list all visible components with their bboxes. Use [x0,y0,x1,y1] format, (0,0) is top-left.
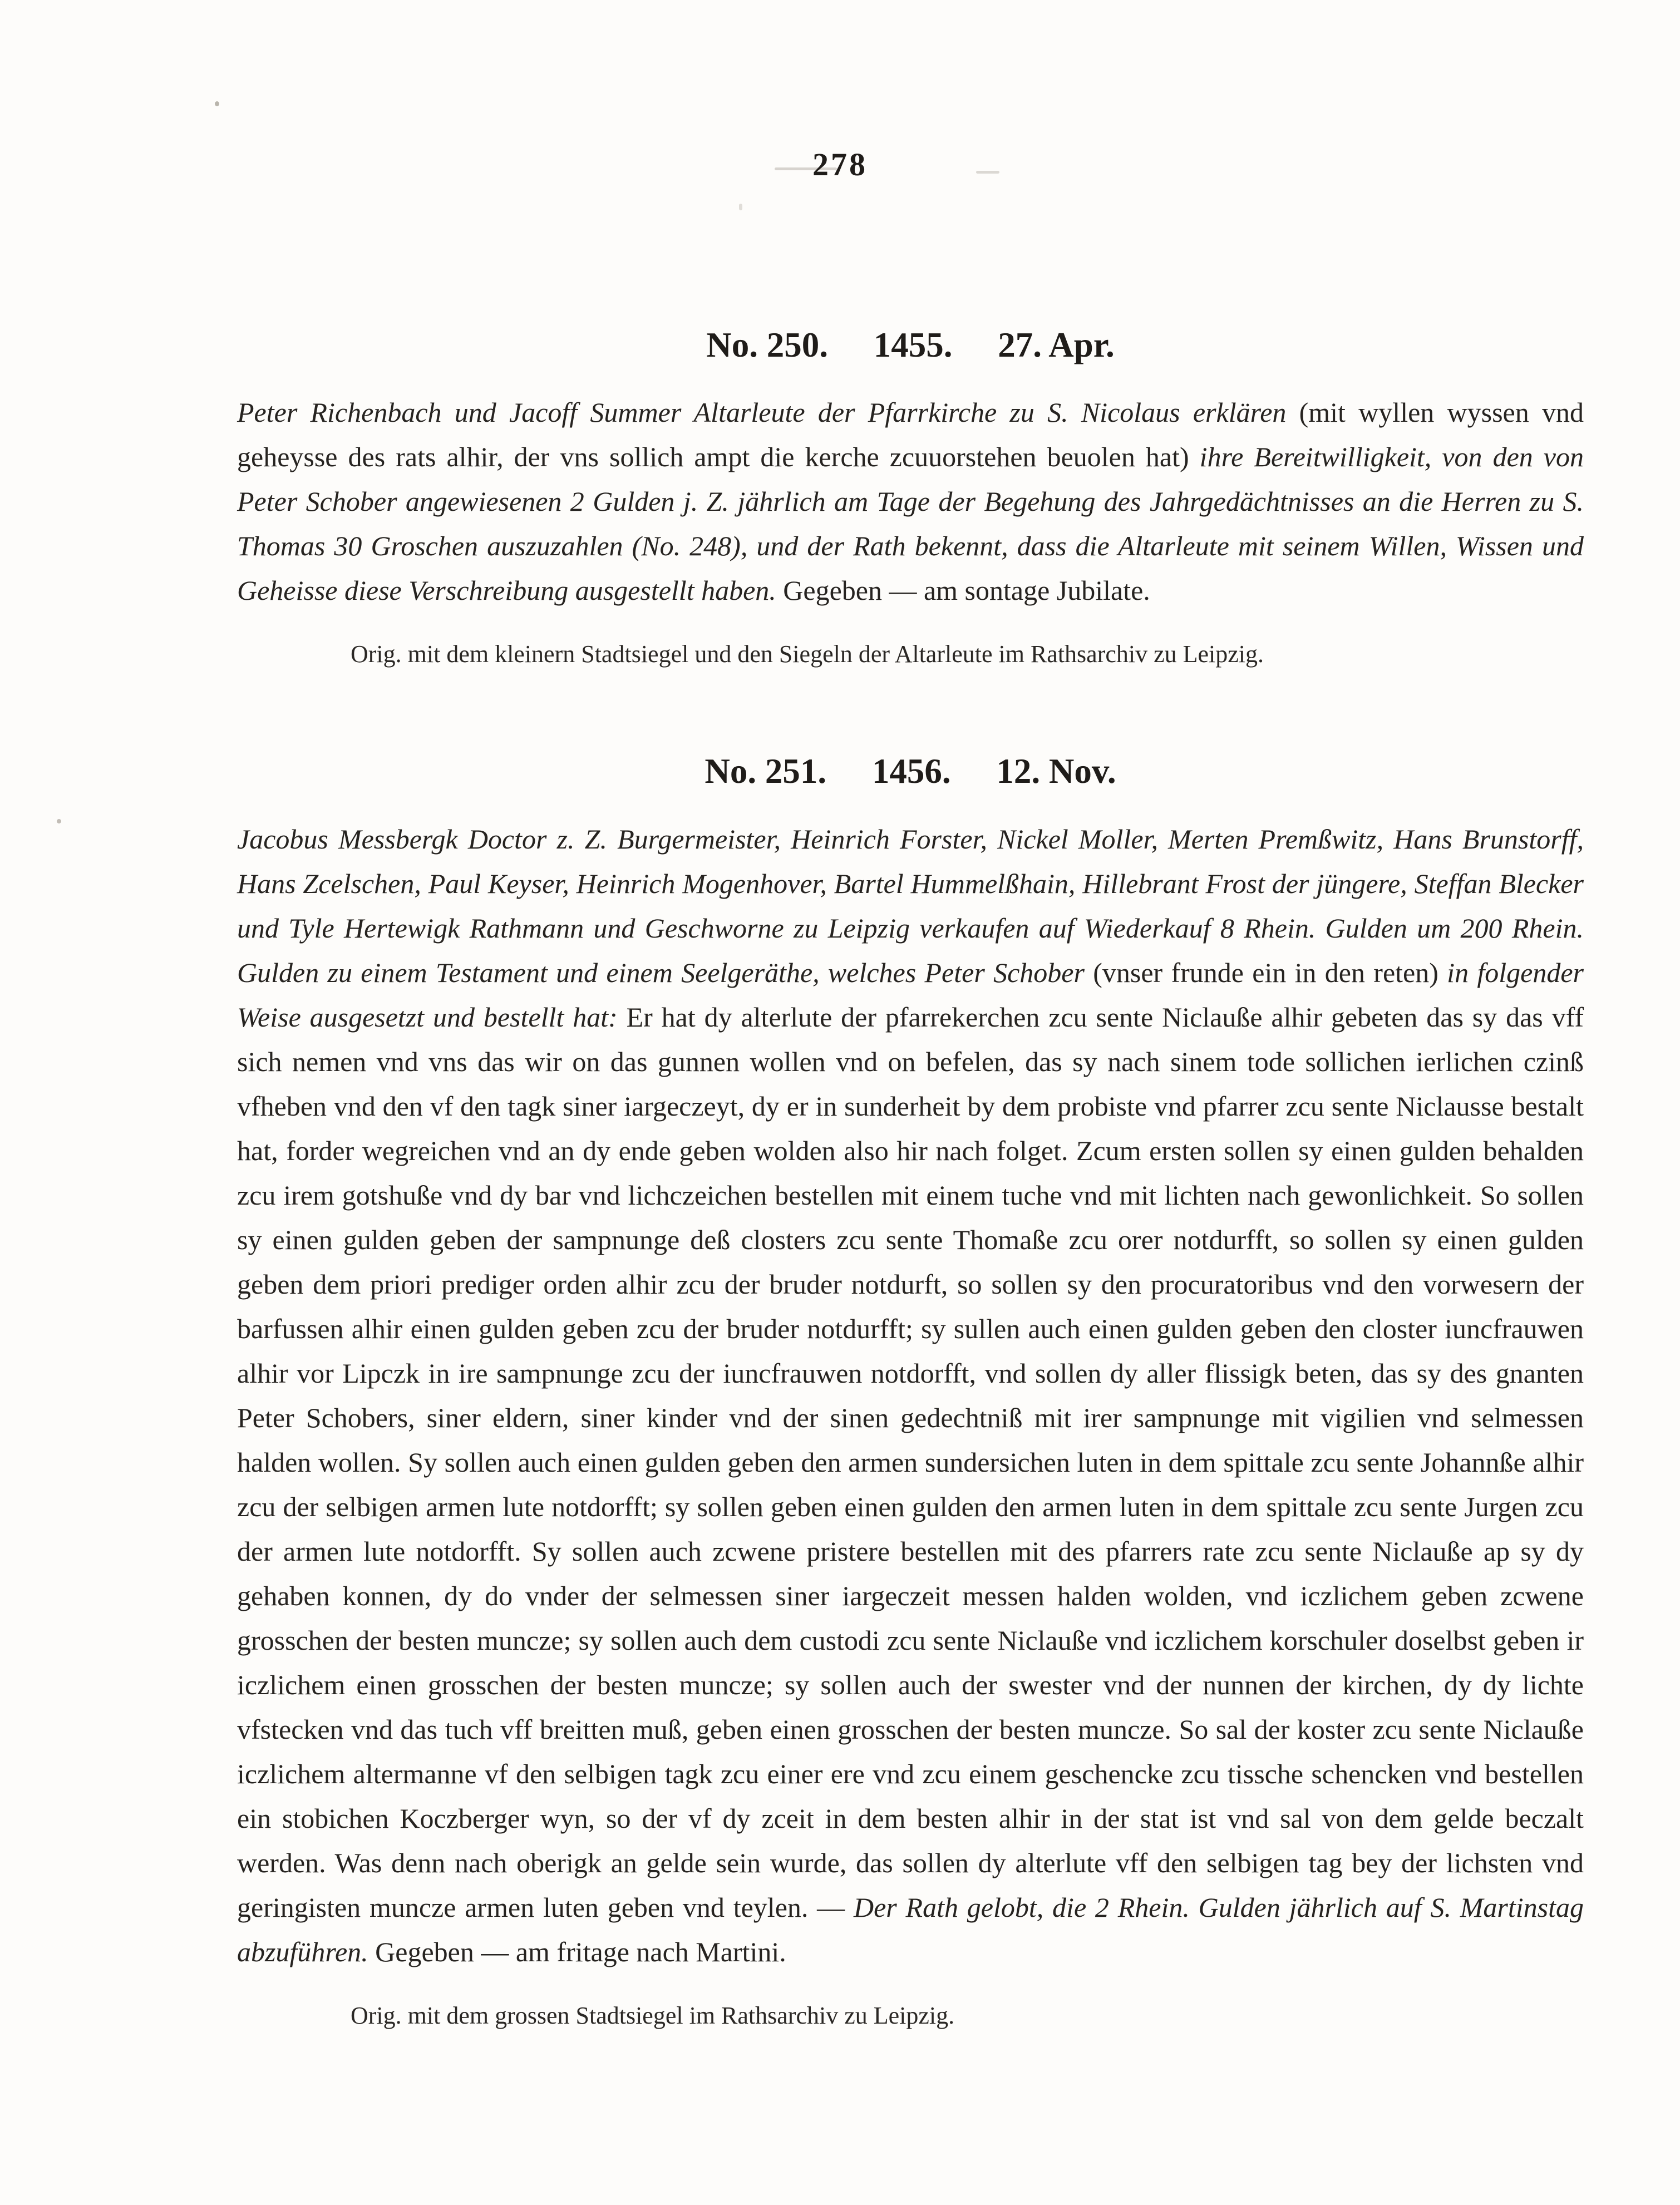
entry-body-text [237,817,1584,1974]
scan-artifact-dot [57,819,61,823]
source-note: Orig. mit dem kleinern Stadtsiegel und den Siegeln der Altarleute im Rathsarchiv zu Leipzig. [351,640,1264,668]
entry-heading [237,752,1584,791]
text-segment-italic: ihre Bereitwilligkeit, von den von Peter Schober angewiesenen 2 Gulden j. Z. jährlich am Tage der Begehung des Jahrgedächtnisses an die Herren zu S. Thomas 30 Groschen auszuzahlen (No. 248), und der Rath bekennt, dass die Altarleute mit seinem Willen, Wissen und Geheisse diese Verschreibung ausgestellt haben. [237,441,1584,606]
text-segment-italic: in folgender Weise ausgesetzt und bestellt hat: [237,956,1584,1033]
entry-number: No. 251. [704,752,827,791]
entry-date: 27. Apr. [998,325,1115,364]
text-segment-italic: Jacobus Messbergk Doctor z. Z. Burgermeister, Heinrich Forster, Nickel Moller, Merten Premßwitz, Hans Brunstorff, Hans Zcelschen, Paul Keyser, Heinrich Mogenhover, Bartel Hummelßhain, Hillebrant Frost der jüngere, Steffan Blecker und Tyle Hertewigk Rathmann und Geschworne zu Leipzig verkaufen auf Wiederkauf 8 Rhein. Gulden um 200 Rhein. Gulden zu einem Testament und einem Seelgeräthe, welches Peter Schober [237,823,1584,988]
entry-year: 1456. [871,752,951,791]
entry-no-250 [237,326,1584,670]
text-segment-roman: Er hat dy alterlute der pfarrekerchen zcu sente Niclauße alhir gebeten das sy das vff sich nemen vnd vns das wir on das gunnen wollen vnd on befelen, das sy nach sinem tode sollichen ierlichen czinß vfheben vnd den vf den tagk siner iargeczeyt, dy er in sunderheit by dem probiste vnd pfarrer zcu sente Niclausse bestalt hat, forder wegreichen vnd an dy ende geben wolden also hir nach folget. Zcum ersten sollen sy einen gulden behalden zcu irem gotshuße vnd dy bar vnd lichczeichen bestellen mit einem tuche vnd mit lichten nach gewonlichkeit. So sollen sy einen gulden geben der sampnunge deß closters zcu sente Thomaße zcu orer notdurfft, so sollen sy einen gulden geben dem priori prediger orden alhir zcu der bruder notdurft, so sollen sy den procuratoribus vnd den vorwesern der barfussen alhir einen gulden geben zcu der bruder notdurfft; sy sullen auch einen gulden geben den closter iuncfrauwen alhir vor Lipczk in ire sampnunge zcu der iuncfrauwen notdorfft, vnd sollen dy aller flissigk beten, das sy des gnanten Peter Schobers, siner eldern, siner kinder vnd der sinen gedechtniß mit irer sampnunge mit vigilien vnd selmessen halden wollen. Sy sollen auch einen gulden geben den armen sundersichen luten in dem spittale zcu sente Johannße alhir zcu der selbigen armen lute notdorfft; sy sollen geben einen gulden den armen luten in dem spittale zcu sente Jurgen zcu der armen lute notdorfft. Sy sollen auch zcwene pristere bestellen mit des pfarrers rate zcu sente Niclauße ap sy dy gehaben konnen, dy do vnder der selmessen siner iargeczeit messen halden wolden, vnd iczlichem geben zcwene grosschen der besten muncze; sy sollen auch dem custodi zcu sente Niclauße vnd iczlichem korschuler doselbst geben ir iczlichem einen grosschen der besten muncze; sy sollen auch der swester vnd der nunnen der kirchen, dy dy lichte vfstecken vnd das tuch vff breitten muß, geben einen grosschen der besten muncze. So sal der koster zcu sente Niclauße iczlichem altermanne vf den selbigen tagk zcu einer ere vnd zcu einem geschencke zcu tissche schencken vnd bestellen ein stobichen Koczberger wyn, so der vf dy zceit in dem besten alhir in der stat ist vnd sal von dem gelde beczalt werden. Was denn nach oberigk an gelde sein wurde, das sollen dy alterlute vff den selbigen tag bey der lichsten vnd geringisten muncze armen luten geben vnd teylen. — [237,1001,1584,1923]
entry-body-text [237,390,1584,613]
entry-heading [237,326,1584,364]
text-segment-roman: (vnser frunde ein in den reten) [1093,956,1447,988]
text-segment-roman: Gegeben — am sontage Jubilate. [783,575,1150,606]
text-segment-italic: Der Rath gelobt, die 2 Rhein. Gulden jährlich auf S. Martinstag abzuführen. [237,1891,1584,1967]
text-segment-roman: (mit wyllen wyssen vnd geheysse des rats alhir, der vns sollich ampt die kerche zcuuorstehen beuolen hat) [237,397,1584,473]
entry-no-251 [237,752,1584,2031]
text-segment-roman: Gegeben — am fritage nach Martini. [375,1936,786,1967]
entry-year: 1455. [873,325,953,364]
entry-date: 12. Nov. [996,752,1116,791]
source-note: Orig. mit dem grossen Stadtsiegel im Rathsarchiv zu Leipzig. [351,2001,955,2029]
page-content [237,0,1584,2031]
text-segment-italic: Peter Richenbach und Jacoff Summer Altarleute der Pfarrkirche zu S. Nicolaus erklären [237,397,1299,428]
entry-number: No. 250. [706,325,828,364]
page-number: 278 [812,146,868,182]
scan-artifact-dot [215,101,219,106]
